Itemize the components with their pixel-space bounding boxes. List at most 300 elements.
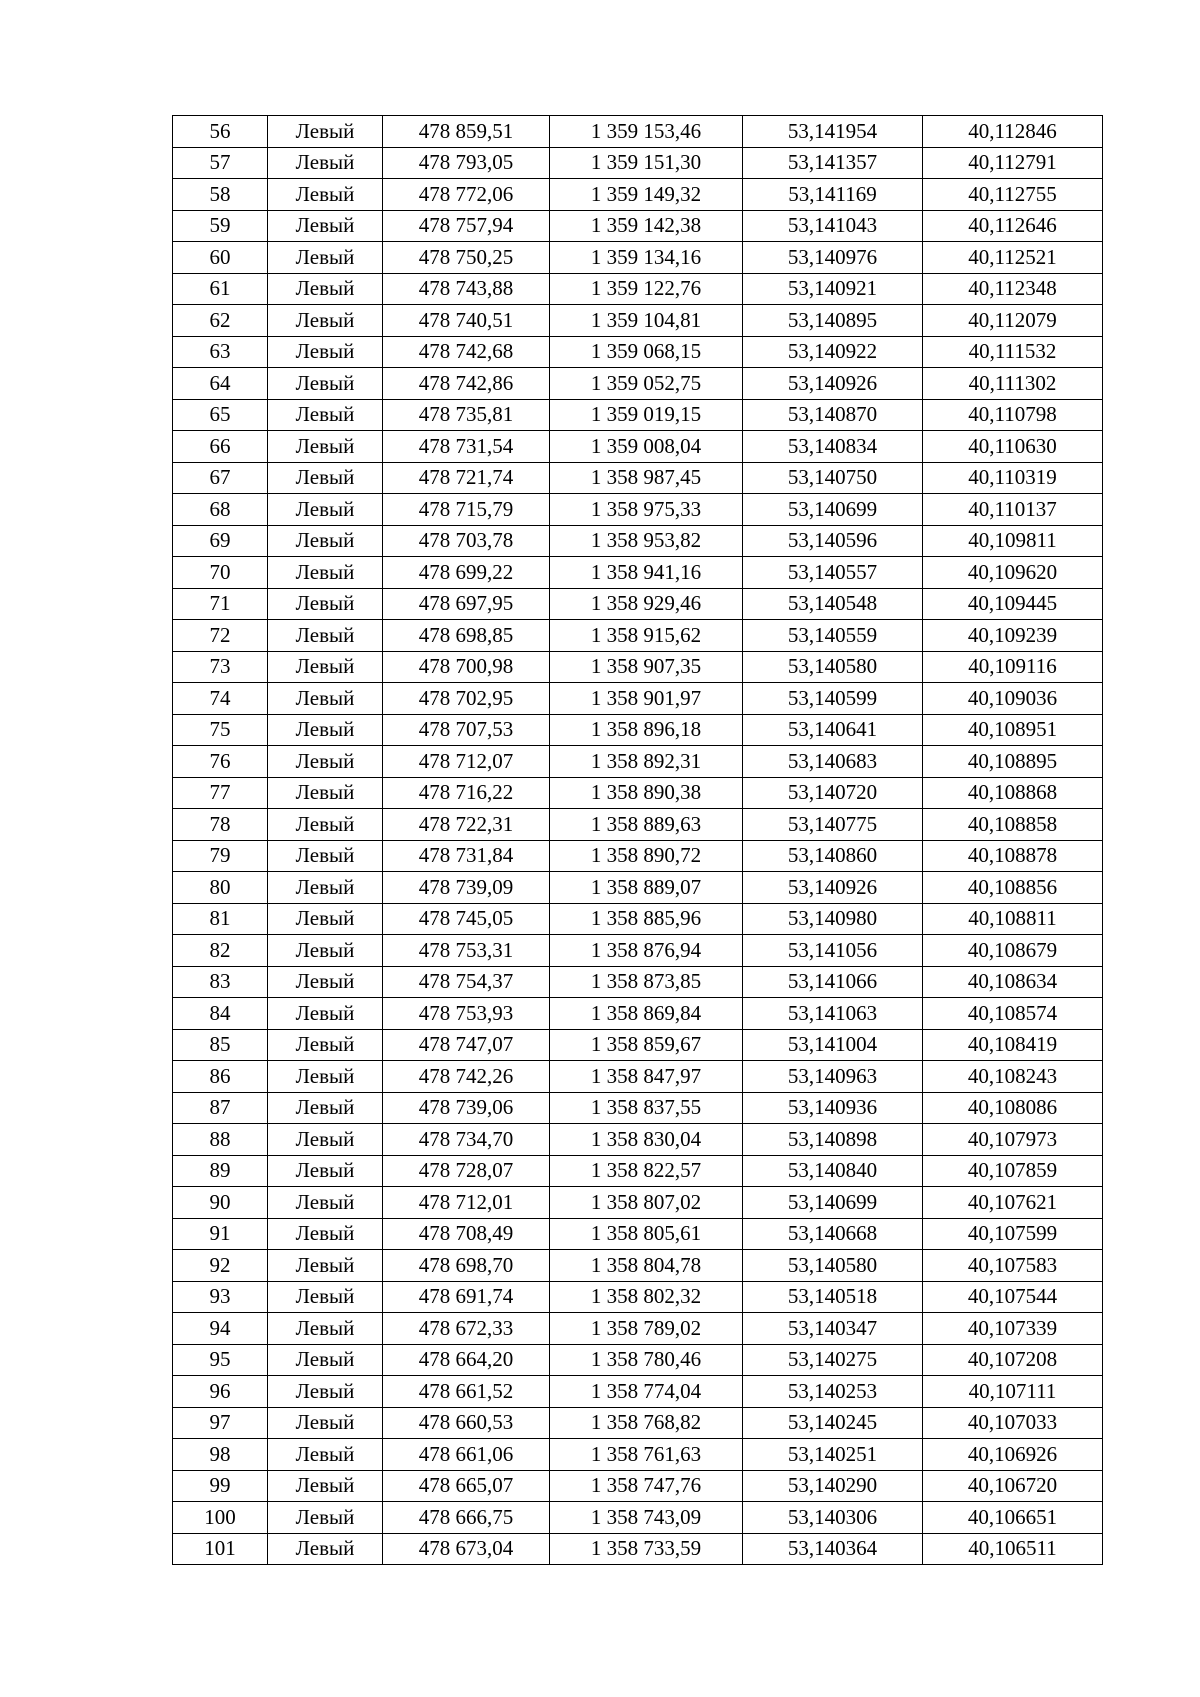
point-number-cell: 65: [173, 399, 268, 431]
x-coordinate-cell: 478 712,07: [383, 746, 550, 778]
y-coordinate-cell: 1 358 941,16: [550, 557, 743, 589]
x-coordinate-cell: 478 665,07: [383, 1470, 550, 1502]
longitude-cell: 40,107111: [923, 1376, 1103, 1408]
longitude-cell: 40,107583: [923, 1250, 1103, 1282]
point-number-cell: 96: [173, 1376, 268, 1408]
latitude-cell: 53,141043: [743, 210, 923, 242]
table-row: [173, 305, 1103, 337]
table-row: [173, 998, 1103, 1030]
longitude-cell: 40,108856: [923, 872, 1103, 904]
y-coordinate-cell: 1 358 733,59: [550, 1533, 743, 1565]
longitude-cell: 40,112521: [923, 242, 1103, 274]
point-number-cell: 80: [173, 872, 268, 904]
point-number-cell: 68: [173, 494, 268, 526]
x-coordinate-cell: 478 793,05: [383, 147, 550, 179]
table-row: [173, 116, 1103, 148]
y-coordinate-cell: 1 358 896,18: [550, 714, 743, 746]
y-coordinate-cell: 1 358 830,04: [550, 1124, 743, 1156]
latitude-cell: 53,140699: [743, 1187, 923, 1219]
side-cell: Левый: [268, 840, 383, 872]
x-coordinate-cell: 478 712,01: [383, 1187, 550, 1219]
side-cell: Левый: [268, 651, 383, 683]
point-number-cell: 75: [173, 714, 268, 746]
latitude-cell: 53,140936: [743, 1092, 923, 1124]
latitude-cell: 53,141357: [743, 147, 923, 179]
y-coordinate-cell: 1 358 804,78: [550, 1250, 743, 1282]
point-number-cell: 78: [173, 809, 268, 841]
latitude-cell: 53,140347: [743, 1313, 923, 1345]
latitude-cell: 53,140870: [743, 399, 923, 431]
longitude-cell: 40,106720: [923, 1470, 1103, 1502]
point-number-cell: 69: [173, 525, 268, 557]
table-row: [173, 966, 1103, 998]
x-coordinate-cell: 478 772,06: [383, 179, 550, 211]
y-coordinate-cell: 1 358 987,45: [550, 462, 743, 494]
side-cell: Левый: [268, 273, 383, 305]
y-coordinate-cell: 1 358 975,33: [550, 494, 743, 526]
longitude-cell: 40,108419: [923, 1029, 1103, 1061]
table-row: [173, 1439, 1103, 1471]
side-cell: Левый: [268, 1344, 383, 1376]
table-row: [173, 1313, 1103, 1345]
latitude-cell: 53,140921: [743, 273, 923, 305]
y-coordinate-cell: 1 358 768,82: [550, 1407, 743, 1439]
longitude-cell: 40,108868: [923, 777, 1103, 809]
table-row: [173, 1376, 1103, 1408]
side-cell: Левый: [268, 966, 383, 998]
y-coordinate-cell: 1 358 761,63: [550, 1439, 743, 1471]
longitude-cell: 40,109036: [923, 683, 1103, 715]
longitude-cell: 40,109811: [923, 525, 1103, 557]
y-coordinate-cell: 1 358 890,72: [550, 840, 743, 872]
side-cell: Левый: [268, 683, 383, 715]
longitude-cell: 40,108243: [923, 1061, 1103, 1093]
side-cell: Левый: [268, 368, 383, 400]
y-coordinate-cell: 1 358 901,97: [550, 683, 743, 715]
y-coordinate-cell: 1 358 892,31: [550, 746, 743, 778]
side-cell: Левый: [268, 242, 383, 274]
point-number-cell: 100: [173, 1502, 268, 1534]
point-number-cell: 58: [173, 179, 268, 211]
longitude-cell: 40,110137: [923, 494, 1103, 526]
table-row: [173, 242, 1103, 274]
longitude-cell: 40,109116: [923, 651, 1103, 683]
point-number-cell: 90: [173, 1187, 268, 1219]
x-coordinate-cell: 478 859,51: [383, 116, 550, 148]
table-row: [173, 1470, 1103, 1502]
longitude-cell: 40,109620: [923, 557, 1103, 589]
latitude-cell: 53,141954: [743, 116, 923, 148]
table-row: [173, 651, 1103, 683]
y-coordinate-cell: 1 358 885,96: [550, 903, 743, 935]
table-row: [173, 588, 1103, 620]
side-cell: Левый: [268, 1533, 383, 1565]
table-row: [173, 431, 1103, 463]
y-coordinate-cell: 1 358 953,82: [550, 525, 743, 557]
x-coordinate-cell: 478 739,06: [383, 1092, 550, 1124]
longitude-cell: 40,109445: [923, 588, 1103, 620]
x-coordinate-cell: 478 708,49: [383, 1218, 550, 1250]
longitude-cell: 40,110798: [923, 399, 1103, 431]
side-cell: Левый: [268, 116, 383, 148]
table-row: [173, 1344, 1103, 1376]
latitude-cell: 53,140253: [743, 1376, 923, 1408]
table-row: [173, 1155, 1103, 1187]
y-coordinate-cell: 1 358 869,84: [550, 998, 743, 1030]
table-row: [173, 620, 1103, 652]
table-row: [173, 1187, 1103, 1219]
table-row: [173, 746, 1103, 778]
side-cell: Левый: [268, 210, 383, 242]
x-coordinate-cell: 478 660,53: [383, 1407, 550, 1439]
y-coordinate-cell: 1 358 907,35: [550, 651, 743, 683]
point-number-cell: 71: [173, 588, 268, 620]
point-number-cell: 82: [173, 935, 268, 967]
table-row: [173, 714, 1103, 746]
table-row: [173, 1407, 1103, 1439]
longitude-cell: 40,112079: [923, 305, 1103, 337]
y-coordinate-cell: 1 358 747,76: [550, 1470, 743, 1502]
point-number-cell: 72: [173, 620, 268, 652]
side-cell: Левый: [268, 1029, 383, 1061]
latitude-cell: 53,140275: [743, 1344, 923, 1376]
point-number-cell: 61: [173, 273, 268, 305]
latitude-cell: 53,140559: [743, 620, 923, 652]
y-coordinate-cell: 1 359 104,81: [550, 305, 743, 337]
x-coordinate-cell: 478 702,95: [383, 683, 550, 715]
side-cell: Левый: [268, 1155, 383, 1187]
table-row: [173, 147, 1103, 179]
longitude-cell: 40,106651: [923, 1502, 1103, 1534]
latitude-cell: 53,140963: [743, 1061, 923, 1093]
side-cell: Левый: [268, 714, 383, 746]
x-coordinate-cell: 478 743,88: [383, 273, 550, 305]
longitude-cell: 40,107599: [923, 1218, 1103, 1250]
y-coordinate-cell: 1 358 805,61: [550, 1218, 743, 1250]
y-coordinate-cell: 1 358 929,46: [550, 588, 743, 620]
point-number-cell: 76: [173, 746, 268, 778]
latitude-cell: 53,140980: [743, 903, 923, 935]
table-row: [173, 494, 1103, 526]
point-number-cell: 86: [173, 1061, 268, 1093]
table-row: [173, 809, 1103, 841]
longitude-cell: 40,111302: [923, 368, 1103, 400]
longitude-cell: 40,108086: [923, 1092, 1103, 1124]
latitude-cell: 53,141056: [743, 935, 923, 967]
point-number-cell: 99: [173, 1470, 268, 1502]
side-cell: Левый: [268, 809, 383, 841]
longitude-cell: 40,112755: [923, 179, 1103, 211]
table-row: [173, 1533, 1103, 1565]
x-coordinate-cell: 478 728,07: [383, 1155, 550, 1187]
side-cell: Левый: [268, 305, 383, 337]
table-row: [173, 1218, 1103, 1250]
latitude-cell: 53,140750: [743, 462, 923, 494]
latitude-cell: 53,140699: [743, 494, 923, 526]
latitude-cell: 53,140251: [743, 1439, 923, 1471]
longitude-cell: 40,108951: [923, 714, 1103, 746]
longitude-cell: 40,106511: [923, 1533, 1103, 1565]
longitude-cell: 40,110630: [923, 431, 1103, 463]
latitude-cell: 53,140895: [743, 305, 923, 337]
longitude-cell: 40,107544: [923, 1281, 1103, 1313]
longitude-cell: 40,112646: [923, 210, 1103, 242]
table-row: [173, 777, 1103, 809]
latitude-cell: 53,140290: [743, 1470, 923, 1502]
x-coordinate-cell: 478 753,31: [383, 935, 550, 967]
point-number-cell: 95: [173, 1344, 268, 1376]
table-row: [173, 1061, 1103, 1093]
point-number-cell: 93: [173, 1281, 268, 1313]
x-coordinate-cell: 478 722,31: [383, 809, 550, 841]
x-coordinate-cell: 478 742,26: [383, 1061, 550, 1093]
side-cell: Левый: [268, 336, 383, 368]
x-coordinate-cell: 478 757,94: [383, 210, 550, 242]
x-coordinate-cell: 478 716,22: [383, 777, 550, 809]
point-number-cell: 60: [173, 242, 268, 274]
longitude-cell: 40,108811: [923, 903, 1103, 935]
x-coordinate-cell: 478 672,33: [383, 1313, 550, 1345]
x-coordinate-cell: 478 754,37: [383, 966, 550, 998]
latitude-cell: 53,140898: [743, 1124, 923, 1156]
latitude-cell: 53,140599: [743, 683, 923, 715]
y-coordinate-cell: 1 358 847,97: [550, 1061, 743, 1093]
x-coordinate-cell: 478 673,04: [383, 1533, 550, 1565]
longitude-cell: 40,107033: [923, 1407, 1103, 1439]
side-cell: Левый: [268, 147, 383, 179]
x-coordinate-cell: 478 740,51: [383, 305, 550, 337]
x-coordinate-cell: 478 691,74: [383, 1281, 550, 1313]
point-number-cell: 79: [173, 840, 268, 872]
longitude-cell: 40,107973: [923, 1124, 1103, 1156]
latitude-cell: 53,140548: [743, 588, 923, 620]
table-row: [173, 557, 1103, 589]
x-coordinate-cell: 478 745,05: [383, 903, 550, 935]
x-coordinate-cell: 478 735,81: [383, 399, 550, 431]
point-number-cell: 59: [173, 210, 268, 242]
side-cell: Левый: [268, 1092, 383, 1124]
x-coordinate-cell: 478 731,54: [383, 431, 550, 463]
longitude-cell: 40,107859: [923, 1155, 1103, 1187]
side-cell: Левый: [268, 431, 383, 463]
latitude-cell: 53,140245: [743, 1407, 923, 1439]
side-cell: Левый: [268, 462, 383, 494]
y-coordinate-cell: 1 358 876,94: [550, 935, 743, 967]
point-number-cell: 64: [173, 368, 268, 400]
point-number-cell: 91: [173, 1218, 268, 1250]
latitude-cell: 53,140926: [743, 872, 923, 904]
table-row: [173, 935, 1103, 967]
longitude-cell: 40,111532: [923, 336, 1103, 368]
table-row: [173, 179, 1103, 211]
y-coordinate-cell: 1 358 780,46: [550, 1344, 743, 1376]
latitude-cell: 53,140580: [743, 1250, 923, 1282]
x-coordinate-cell: 478 739,09: [383, 872, 550, 904]
y-coordinate-cell: 1 358 890,38: [550, 777, 743, 809]
y-coordinate-cell: 1 359 134,16: [550, 242, 743, 274]
point-number-cell: 67: [173, 462, 268, 494]
y-coordinate-cell: 1 358 837,55: [550, 1092, 743, 1124]
point-number-cell: 63: [173, 336, 268, 368]
y-coordinate-cell: 1 359 149,32: [550, 179, 743, 211]
point-number-cell: 83: [173, 966, 268, 998]
side-cell: Левый: [268, 903, 383, 935]
point-number-cell: 98: [173, 1439, 268, 1471]
x-coordinate-cell: 478 698,70: [383, 1250, 550, 1282]
latitude-cell: 53,140775: [743, 809, 923, 841]
latitude-cell: 53,140641: [743, 714, 923, 746]
point-number-cell: 74: [173, 683, 268, 715]
longitude-cell: 40,112348: [923, 273, 1103, 305]
table-row: [173, 1124, 1103, 1156]
side-cell: Левый: [268, 588, 383, 620]
point-number-cell: 77: [173, 777, 268, 809]
x-coordinate-cell: 478 703,78: [383, 525, 550, 557]
latitude-cell: 53,141004: [743, 1029, 923, 1061]
longitude-cell: 40,108679: [923, 935, 1103, 967]
y-coordinate-cell: 1 358 774,04: [550, 1376, 743, 1408]
y-coordinate-cell: 1 358 802,32: [550, 1281, 743, 1313]
point-number-cell: 84: [173, 998, 268, 1030]
longitude-cell: 40,107621: [923, 1187, 1103, 1219]
y-coordinate-cell: 1 358 889,07: [550, 872, 743, 904]
longitude-cell: 40,108895: [923, 746, 1103, 778]
side-cell: Левый: [268, 1187, 383, 1219]
x-coordinate-cell: 478 700,98: [383, 651, 550, 683]
y-coordinate-cell: 1 359 019,15: [550, 399, 743, 431]
y-coordinate-cell: 1 358 822,57: [550, 1155, 743, 1187]
table-row: [173, 1250, 1103, 1282]
side-cell: Левый: [268, 1376, 383, 1408]
side-cell: Левый: [268, 1281, 383, 1313]
point-number-cell: 62: [173, 305, 268, 337]
coordinates-table-body: [173, 116, 1103, 1565]
x-coordinate-cell: 478 753,93: [383, 998, 550, 1030]
table-row: [173, 462, 1103, 494]
x-coordinate-cell: 478 750,25: [383, 242, 550, 274]
point-number-cell: 70: [173, 557, 268, 589]
side-cell: Левый: [268, 494, 383, 526]
y-coordinate-cell: 1 358 873,85: [550, 966, 743, 998]
table-row: [173, 1092, 1103, 1124]
table-row: [173, 210, 1103, 242]
x-coordinate-cell: 478 734,70: [383, 1124, 550, 1156]
y-coordinate-cell: 1 359 008,04: [550, 431, 743, 463]
y-coordinate-cell: 1 359 142,38: [550, 210, 743, 242]
point-number-cell: 87: [173, 1092, 268, 1124]
x-coordinate-cell: 478 721,74: [383, 462, 550, 494]
latitude-cell: 53,140668: [743, 1218, 923, 1250]
table-row: [173, 840, 1103, 872]
side-cell: Левый: [268, 179, 383, 211]
y-coordinate-cell: 1 359 122,76: [550, 273, 743, 305]
table-row: [173, 1502, 1103, 1534]
longitude-cell: 40,110319: [923, 462, 1103, 494]
x-coordinate-cell: 478 715,79: [383, 494, 550, 526]
side-cell: Левый: [268, 998, 383, 1030]
y-coordinate-cell: 1 358 859,67: [550, 1029, 743, 1061]
y-coordinate-cell: 1 358 889,63: [550, 809, 743, 841]
y-coordinate-cell: 1 358 743,09: [550, 1502, 743, 1534]
point-number-cell: 89: [173, 1155, 268, 1187]
side-cell: Левый: [268, 777, 383, 809]
side-cell: Левый: [268, 557, 383, 589]
point-number-cell: 56: [173, 116, 268, 148]
longitude-cell: 40,112791: [923, 147, 1103, 179]
side-cell: Левый: [268, 1061, 383, 1093]
longitude-cell: 40,112846: [923, 116, 1103, 148]
y-coordinate-cell: 1 358 789,02: [550, 1313, 743, 1345]
latitude-cell: 53,141169: [743, 179, 923, 211]
latitude-cell: 53,140557: [743, 557, 923, 589]
latitude-cell: 53,140834: [743, 431, 923, 463]
x-coordinate-cell: 478 661,52: [383, 1376, 550, 1408]
x-coordinate-cell: 478 664,20: [383, 1344, 550, 1376]
side-cell: Левый: [268, 1218, 383, 1250]
table-row: [173, 903, 1103, 935]
x-coordinate-cell: 478 731,84: [383, 840, 550, 872]
latitude-cell: 53,140683: [743, 746, 923, 778]
point-number-cell: 85: [173, 1029, 268, 1061]
table-row: [173, 1281, 1103, 1313]
table-row: [173, 872, 1103, 904]
table-row: [173, 399, 1103, 431]
latitude-cell: 53,140926: [743, 368, 923, 400]
point-number-cell: 73: [173, 651, 268, 683]
latitude-cell: 53,140364: [743, 1533, 923, 1565]
side-cell: Левый: [268, 1250, 383, 1282]
point-number-cell: 97: [173, 1407, 268, 1439]
point-number-cell: 92: [173, 1250, 268, 1282]
longitude-cell: 40,106926: [923, 1439, 1103, 1471]
point-number-cell: 66: [173, 431, 268, 463]
longitude-cell: 40,108634: [923, 966, 1103, 998]
coordinates-table: [172, 115, 1103, 1565]
longitude-cell: 40,107339: [923, 1313, 1103, 1345]
y-coordinate-cell: 1 359 052,75: [550, 368, 743, 400]
latitude-cell: 53,140580: [743, 651, 923, 683]
latitude-cell: 53,140306: [743, 1502, 923, 1534]
side-cell: Левый: [268, 935, 383, 967]
point-number-cell: 57: [173, 147, 268, 179]
longitude-cell: 40,108574: [923, 998, 1103, 1030]
latitude-cell: 53,140976: [743, 242, 923, 274]
side-cell: Левый: [268, 399, 383, 431]
latitude-cell: 53,140720: [743, 777, 923, 809]
latitude-cell: 53,140518: [743, 1281, 923, 1313]
latitude-cell: 53,141066: [743, 966, 923, 998]
side-cell: Левый: [268, 620, 383, 652]
side-cell: Левый: [268, 1470, 383, 1502]
latitude-cell: 53,140596: [743, 525, 923, 557]
table-row: [173, 525, 1103, 557]
x-coordinate-cell: 478 661,06: [383, 1439, 550, 1471]
x-coordinate-cell: 478 742,68: [383, 336, 550, 368]
point-number-cell: 88: [173, 1124, 268, 1156]
x-coordinate-cell: 478 698,85: [383, 620, 550, 652]
y-coordinate-cell: 1 359 068,15: [550, 336, 743, 368]
point-number-cell: 101: [173, 1533, 268, 1565]
table-row: [173, 1029, 1103, 1061]
longitude-cell: 40,108858: [923, 809, 1103, 841]
y-coordinate-cell: 1 359 153,46: [550, 116, 743, 148]
side-cell: Левый: [268, 1407, 383, 1439]
y-coordinate-cell: 1 358 807,02: [550, 1187, 743, 1219]
side-cell: Левый: [268, 1439, 383, 1471]
x-coordinate-cell: 478 747,07: [383, 1029, 550, 1061]
table-row: [173, 273, 1103, 305]
latitude-cell: 53,141063: [743, 998, 923, 1030]
